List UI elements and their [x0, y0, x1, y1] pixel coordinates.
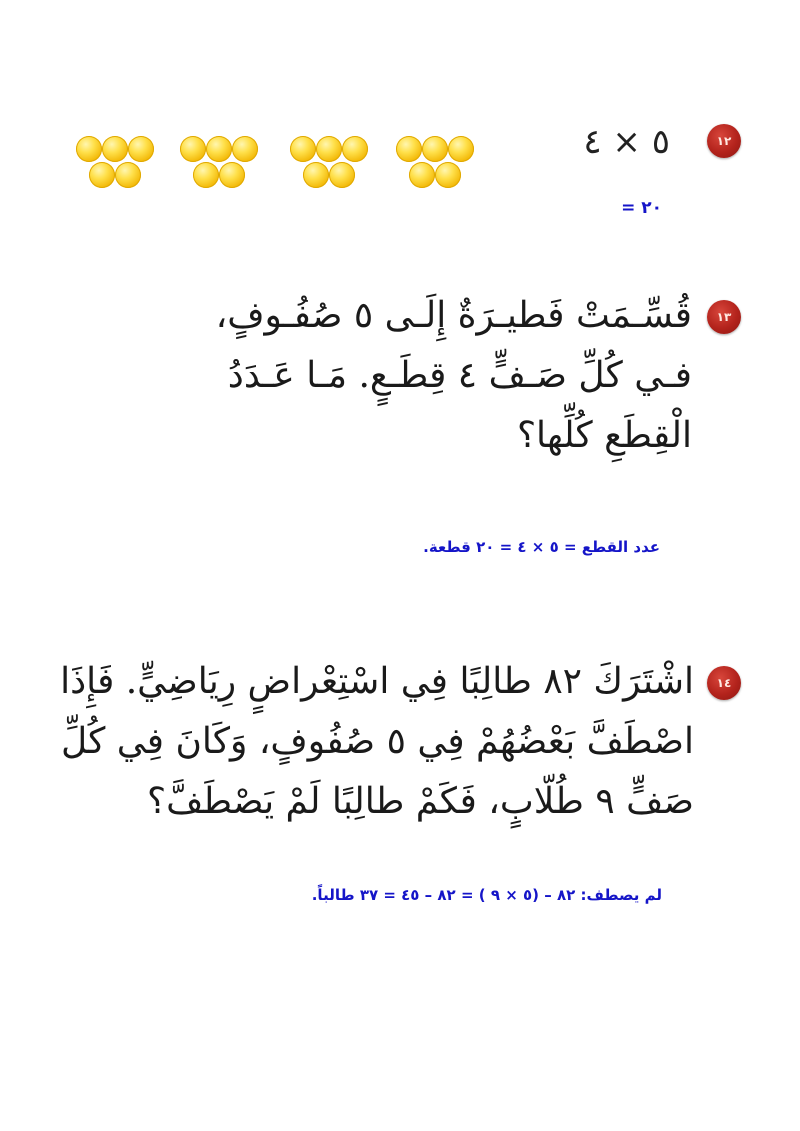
coin-icon	[219, 162, 245, 188]
coin-icon	[102, 136, 128, 162]
coin-icon	[128, 136, 154, 162]
question-14	[60, 652, 694, 832]
coin-group	[68, 130, 158, 196]
question-line: اصْطَفَّ بَعْضُهُمْ فِي ٥ صُفُوفٍ، وَكَانَ فِي كُلِّ	[60, 721, 694, 762]
problem-number-badge-12: ١٢	[707, 124, 741, 158]
coin-icon	[316, 136, 342, 162]
coin-icon	[232, 136, 258, 162]
coin-icon	[342, 136, 368, 162]
answer-12: ٢٠ =	[621, 198, 662, 218]
problem-number-badge-14: ١٤	[707, 666, 741, 700]
coin-icon	[89, 162, 115, 188]
coin-groups-illustration	[68, 130, 480, 200]
coin-icon	[422, 136, 448, 162]
coin-icon	[180, 136, 206, 162]
question-line: الْقِطَعِ كُلِّها؟	[516, 415, 692, 456]
coin-icon	[206, 136, 232, 162]
coin-icon	[448, 136, 474, 162]
coin-group	[282, 130, 372, 196]
question-13	[172, 286, 692, 466]
coin-icon	[115, 162, 141, 188]
coin-icon	[303, 162, 329, 188]
coin-icon	[76, 136, 102, 162]
question-line: اشْتَرَكَ ٨٢ طالِبًا فِي اسْتِعْراضٍ رِيَاضِيٍّ. فَإِذَا	[60, 661, 694, 702]
multiplication-expression: ٥ × ٤	[583, 122, 670, 162]
answer-13: عدد القطع = ٥ × ٤ = ٢٠ قطعة.	[423, 538, 660, 556]
question-line: قُسِّـمَتْ فَطيـرَةٌ إِلَـى ٥ صُفُـوفٍ،	[215, 295, 692, 336]
coin-group	[172, 130, 262, 196]
coin-icon	[409, 162, 435, 188]
coin-icon	[435, 162, 461, 188]
question-line: صَفٍّ ٩ طُلّابٍ، فَكَمْ طالِبًا لَمْ يَصْطَفَّ؟	[146, 781, 694, 822]
answer-14: لم يصطف: ٨٢ – (٥ × ٩ ) = ٨٢ – ٤٥ = ٣٧ طالباً.	[311, 886, 662, 904]
coin-icon	[396, 136, 422, 162]
coin-icon	[329, 162, 355, 188]
problem-number-badge-13: ١٣	[707, 300, 741, 334]
coin-group	[388, 130, 478, 196]
question-line: فـي كُلِّ صَـفٍّ ٤ قِطَـعٍ. مَـا عَـدَدُ	[227, 355, 692, 396]
coin-icon	[193, 162, 219, 188]
coin-icon	[290, 136, 316, 162]
